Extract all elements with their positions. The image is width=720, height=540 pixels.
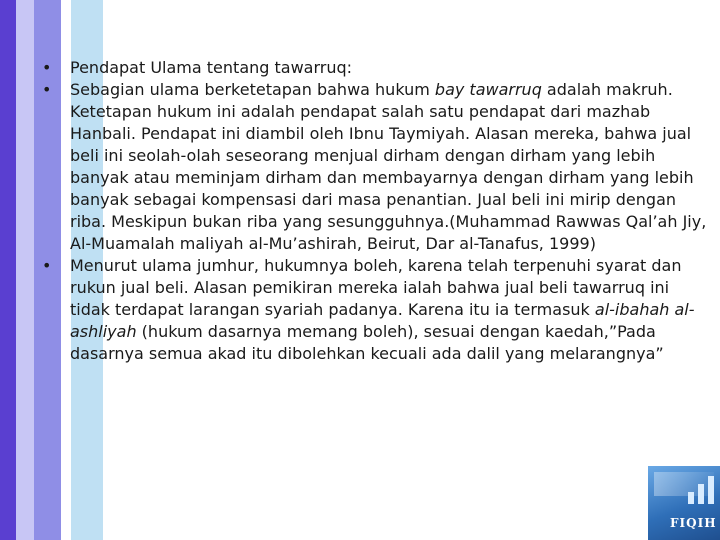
book-cover-graphic [698,484,704,504]
book-cover-highlight [654,472,714,496]
book-cover-graphic [708,476,714,504]
decor-stripe-dark [0,0,16,540]
bullet-icon: • [42,256,52,275]
book-cover-graphic [688,492,694,504]
italic-term: al-ibahah al-ashliyah [70,300,695,341]
italic-term: bay tawarruq [434,80,542,99]
book-cover-title: FIQIH [670,516,717,530]
text-run: (hukum dasarnya memang boleh), sesuai dengan kaedah,”Pada dasarnya semua akad itu dibolehkan kecuali ada dalil yang melarangnya” [70,322,664,363]
bullet-icon: • [42,58,52,77]
bullet-item-2 [22,79,712,255]
bullet-item-3 [22,255,712,365]
slide-body [22,57,712,365]
bullet-list [22,57,712,365]
bullet-1-text [70,58,352,77]
text-run: Pendapat Ulama tentang tawarruq: [70,58,353,77]
bullet-2-text [70,80,706,253]
bullet-3-text [70,256,695,363]
book-cover-image [648,466,720,540]
text-run: Sebagian ulama berketetapan bahwa hukum [70,80,435,99]
bullet-item-1 [22,57,712,79]
text-run: adalah makruh. Ketetapan hukum ini adalah pendapat salah satu pendapat dari mazhab Hanbali. Pendapat ini diambil oleh Ibnu Taymiyah. Alasan mereka, bahwa jual beli ini seolah-olah seseorang menjual dirham dengan dirham yang lebih banyak atau meminjam dirham dan membayarnya dengan dirham yang lebih banyak sebagai kompensasi dari masa penantian. Jual beli ini mirip dengan riba. Meskipun bukan riba yang sesungguhnya.(Muhammad Rawwas Qal’ah Jiy, Al-Muamalah maliyah al-Mu’ashirah, Beirut, Dar al-Tanafus, 1999) [70,80,707,253]
bullet-icon: • [42,80,52,99]
text-run: Menurut ulama jumhur, hukumnya boleh, karena telah terpenuhi syarat dan rukun jual beli. Alasan pemikiran mereka ialah bahwa jual beli tawarruq ini tidak terdapat larangan syariah padanya. Karena itu ia termasuk [70,256,682,319]
